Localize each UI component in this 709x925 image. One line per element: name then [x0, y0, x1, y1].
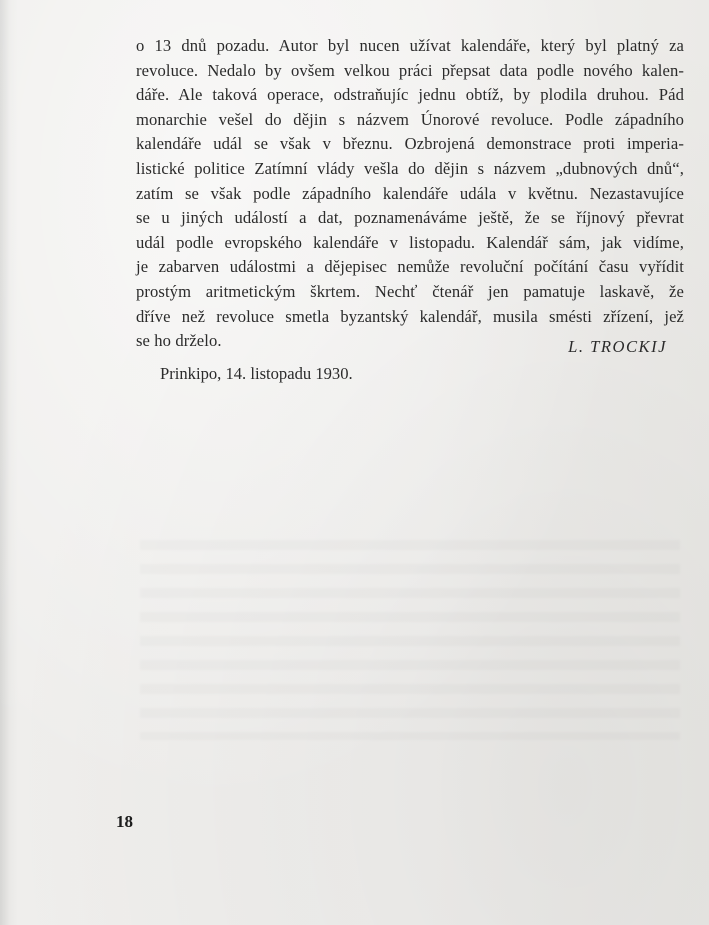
page-number: 18 [116, 812, 133, 831]
text-line: dříve než revoluce smetla byzantský kalendář, musila smésti zřízení, jež [136, 306, 684, 326]
text-line: revoluce. Nedalo by ovšem velkou práci přepsat data podle nového kalen- [136, 60, 684, 80]
text-line: monarchie vešel do dějin s názvem Únorové revoluce. Podle západního [136, 109, 684, 129]
text-line: prostým aritmetickým škrtem. Nechť čtenář jen pamatuje laskavě, že [136, 281, 684, 301]
text-line: o 13 dnů pozadu. Autor byl nucen užívat kalendáře, který byl platný za [136, 36, 684, 55]
place-date-line: Prinkipo, 14. listopadu 1930. [160, 364, 353, 383]
show-through-texture [140, 540, 680, 740]
scan-edge-shadow [0, 0, 10, 925]
text-line: se ho drželo. [136, 331, 222, 351]
author-signature: L. TROCKIJ [568, 337, 667, 356]
text-line: je zabarven událostmi a dějepisec nemůže revoluční počítání času vyřídit [136, 257, 684, 277]
body-paragraph [136, 34, 684, 354]
text-line: se u jiných událostí a dat, poznamenáváme ještě, že se říjnový převrat [136, 208, 684, 228]
text-line: kalendáře udál se však v březnu. Ozbrojená demonstrace proti imperia- [136, 134, 684, 154]
text-line: udál podle evropského kalendáře v listopadu. Kalendář sám, jak vidíme, [136, 232, 684, 252]
text-line: listické politice Zatímní vlády vešla do dějin s názvem „dubnových dnů“, [136, 158, 684, 178]
text-line: dáře. Ale taková operace, odstraňujíc jednu obtíž, by plodila druhou. Pád [136, 85, 684, 105]
text-line: zatím se však podle západního kalendáře udála v květnu. Nezastavujíce [136, 183, 684, 203]
